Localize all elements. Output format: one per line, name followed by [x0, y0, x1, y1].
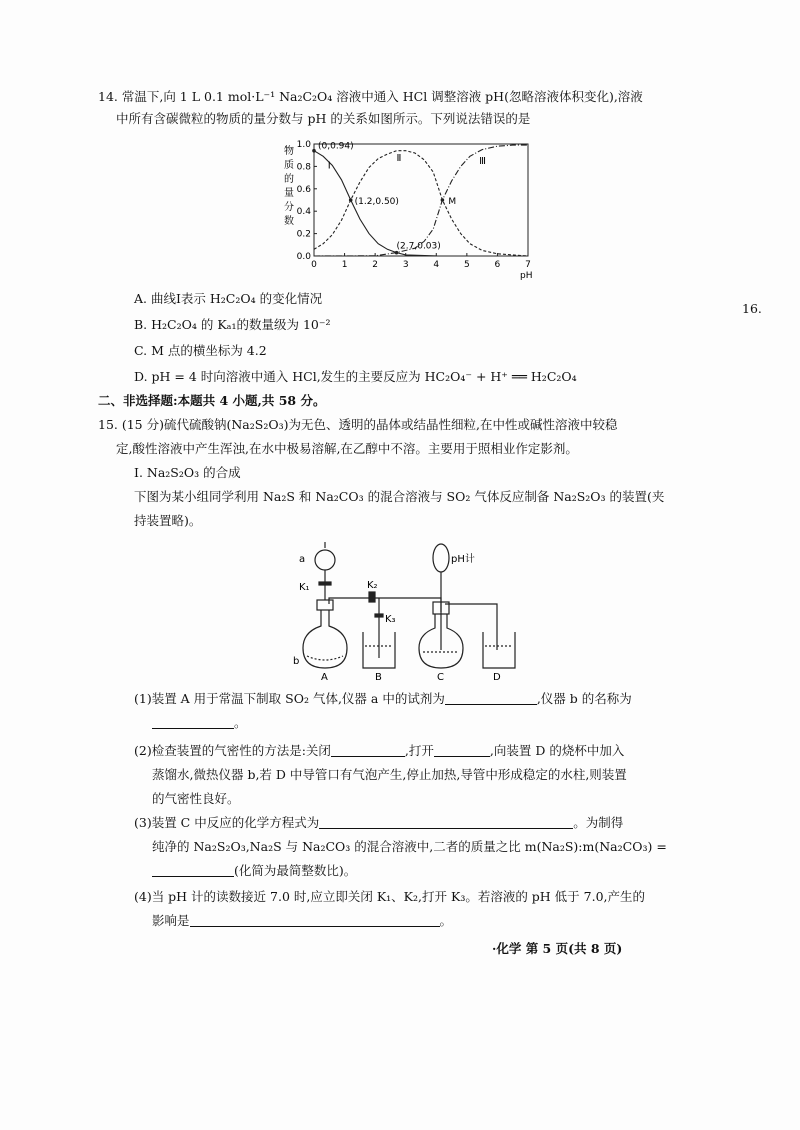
- y-axis-label-char: 量: [284, 188, 294, 199]
- label-A: A: [321, 672, 328, 680]
- fraction-chart-svg: [278, 138, 538, 284]
- answer-blank-1a[interactable]: [445, 690, 537, 705]
- q15-sub2-line3: 的气密性良好。: [152, 791, 240, 806]
- q14-stem-line1: 14. 常温下,向 1 L 0.1 mol·L⁻¹ Na₂C₂O₄ 溶液中通入 HCl 调整溶液 pH(忽略溶液体积变化),溶液: [98, 89, 643, 104]
- q15-sub1-text-a: (1)装置 A 用于常温下制取 SO₂ 气体,仪器 a 中的试剂为: [134, 691, 445, 706]
- annotation-label: M: [448, 197, 457, 207]
- q14-option-d: D. pH = 4 时向溶液中通入 HCl,发生的主要反应为 HC₂O₄⁻ + H⁺ ══ H₂C₂O₄: [134, 369, 577, 384]
- x-tick-label: 4: [433, 260, 440, 270]
- q15-sub4-line2: [152, 912, 452, 930]
- annotation-label: (0,0.94): [318, 141, 354, 152]
- x-tick-label: 6: [494, 260, 501, 270]
- y-axis-label-char: 分: [284, 202, 294, 213]
- answer-blank-3b[interactable]: [152, 862, 234, 877]
- series-label-1: Ⅰ: [327, 160, 331, 172]
- q15-sub3-line2: 纯净的 Na₂S₂O₃,Na₂S 与 Na₂CO₃ 的混合溶液中,二者的质量之比 m(Na₂S):m(Na₂CO₃) =: [152, 839, 667, 854]
- q15-sub2: [134, 742, 624, 760]
- series-line-3: [314, 145, 528, 256]
- q14-option-b: B. H₂C₂O₄ 的 Kₐ₁的数量级为 10⁻²: [134, 317, 331, 332]
- fraction-chart: [278, 138, 538, 284]
- page-footer: ·化学 第 5 页(共 8 页): [492, 941, 623, 956]
- label-b: b: [293, 656, 300, 667]
- series-label-3: Ⅲ: [479, 156, 486, 168]
- y-tick-label: 0.4: [296, 207, 311, 218]
- q15-sub3-text-a: (3)装置 C 中反应的化学方程式为: [134, 815, 320, 830]
- q15-intro-line1: 15. (15 分)硫代硫酸钠(Na₂S₂O₃)为无色、透明的晶体或结晶性细粒,在中性或碱性溶液中较稳: [98, 417, 618, 432]
- series-line-1: [314, 151, 528, 256]
- label-a: a: [299, 554, 306, 565]
- annotation-point: [349, 198, 353, 202]
- annotation-label: (1.2,0.50): [354, 197, 399, 207]
- label-k2: K₂: [367, 580, 378, 591]
- annotation-label: (2.7,0.03): [396, 241, 441, 252]
- answer-blank-3a[interactable]: [319, 814, 573, 829]
- q15-sub3: [134, 814, 623, 832]
- y-axis-label-char: 的: [284, 174, 294, 185]
- q15-sub4: (4)当 pH 计的读数接近 7.0 时,应立即关闭 K₁、K₂,打开 K₃。若溶液的 pH 低于 7.0,产生的: [134, 889, 645, 904]
- q15-sub2-text-b: ,打开: [404, 743, 434, 758]
- answer-blank-4[interactable]: [190, 912, 440, 927]
- q15-sub3-line3: [152, 862, 356, 880]
- annotation-point: [312, 149, 316, 153]
- x-tick-label: 2: [372, 260, 379, 270]
- label-k3: K₃: [385, 614, 396, 625]
- q15-sub2-text-a: (2)检查装置的气密性的方法是:关闭: [134, 743, 331, 758]
- section2-header: 二、非选择题:本题共 4 小题,共 58 分。: [98, 393, 326, 408]
- answer-blank-1b[interactable]: [152, 714, 234, 729]
- series-line-2: [314, 151, 528, 256]
- q15-sub2-text-c: ,向装置 D 的烧杯中加入: [489, 743, 625, 758]
- funnel-a: [315, 550, 335, 570]
- q15-sub1-line2: [152, 714, 247, 732]
- label-B: B: [375, 672, 382, 680]
- q15-sub2-line2: 蒸馏水,微热仪器 b,若 D 中导管口有气泡产生,停止加热,导管中形成稳定的水柱,则装置: [152, 767, 627, 782]
- y-tick-label: 0.2: [296, 229, 311, 240]
- q14-option-a: A. 曲线Ⅰ表示 H₂C₂O₄ 的变化情况: [134, 291, 323, 306]
- q15-sub1: [134, 690, 632, 708]
- apparatus-diagram: [285, 540, 525, 680]
- q15-sub4-end: 。: [439, 913, 453, 928]
- x-axis-label: pH: [520, 271, 533, 281]
- x-tick-label: 5: [463, 260, 470, 270]
- q14-option-c: C. M 点的横坐标为 4.2: [134, 343, 267, 358]
- q15-sub4-text-b: 影响是: [152, 913, 190, 928]
- label-D: D: [493, 672, 501, 680]
- y-axis-label-char: 物: [284, 146, 294, 157]
- q15-sub1-end: 。: [234, 715, 247, 730]
- x-tick-label: 7: [525, 260, 531, 270]
- y-axis-label-char: 质: [284, 160, 294, 171]
- plot-frame: [314, 141, 528, 256]
- label-k1: K₁: [299, 582, 310, 593]
- q15-part1-desc-line2: 持装置略)。: [134, 513, 202, 528]
- q15-sub1-text-b: ,仪器 b 的名称为: [536, 691, 632, 706]
- q14-stem-line2: 中所有含碳微粒的物质的量分数与 pH 的关系如图所示。下列说法错误的是: [116, 111, 531, 126]
- y-tick-label: 1.0: [296, 140, 311, 150]
- x-tick-label: 3: [402, 260, 409, 270]
- q15-part1-desc-line1: 下图为某小组同学利用 Na₂S 和 Na₂CO₃ 的混合溶液与 SO₂ 气体反应制备 Na₂S₂O₃ 的装置(夹: [134, 489, 665, 504]
- series-label-2: Ⅱ: [396, 152, 402, 164]
- margin-number: 16.: [742, 301, 762, 316]
- answer-blank-2b[interactable]: [434, 742, 490, 757]
- q15-part1-title: Ⅰ. Na₂S₂O₃ 的合成: [134, 465, 241, 480]
- answer-blank-2a[interactable]: [331, 742, 405, 757]
- q15-intro-line2: 定,酸性溶液中产生浑浊,在水中极易溶解,在乙醇中不溶。主要用于照相业作定影剂。: [116, 441, 578, 456]
- label-C: C: [437, 672, 444, 680]
- q15-sub3-text-c: (化简为最简整数比)。: [234, 863, 357, 878]
- y-tick-label: 0.8: [296, 162, 311, 173]
- label-ph-meter: pH计: [451, 554, 475, 565]
- y-axis-label-char: 数: [284, 216, 294, 227]
- y-tick-label: 0.0: [296, 252, 311, 262]
- y-tick-label: 0.6: [296, 184, 311, 195]
- x-tick-label: 0: [311, 260, 317, 270]
- x-tick-label: 1: [341, 260, 348, 270]
- q15-sub3-text-b: 。为制得: [573, 815, 624, 830]
- annotation-point: [441, 198, 445, 202]
